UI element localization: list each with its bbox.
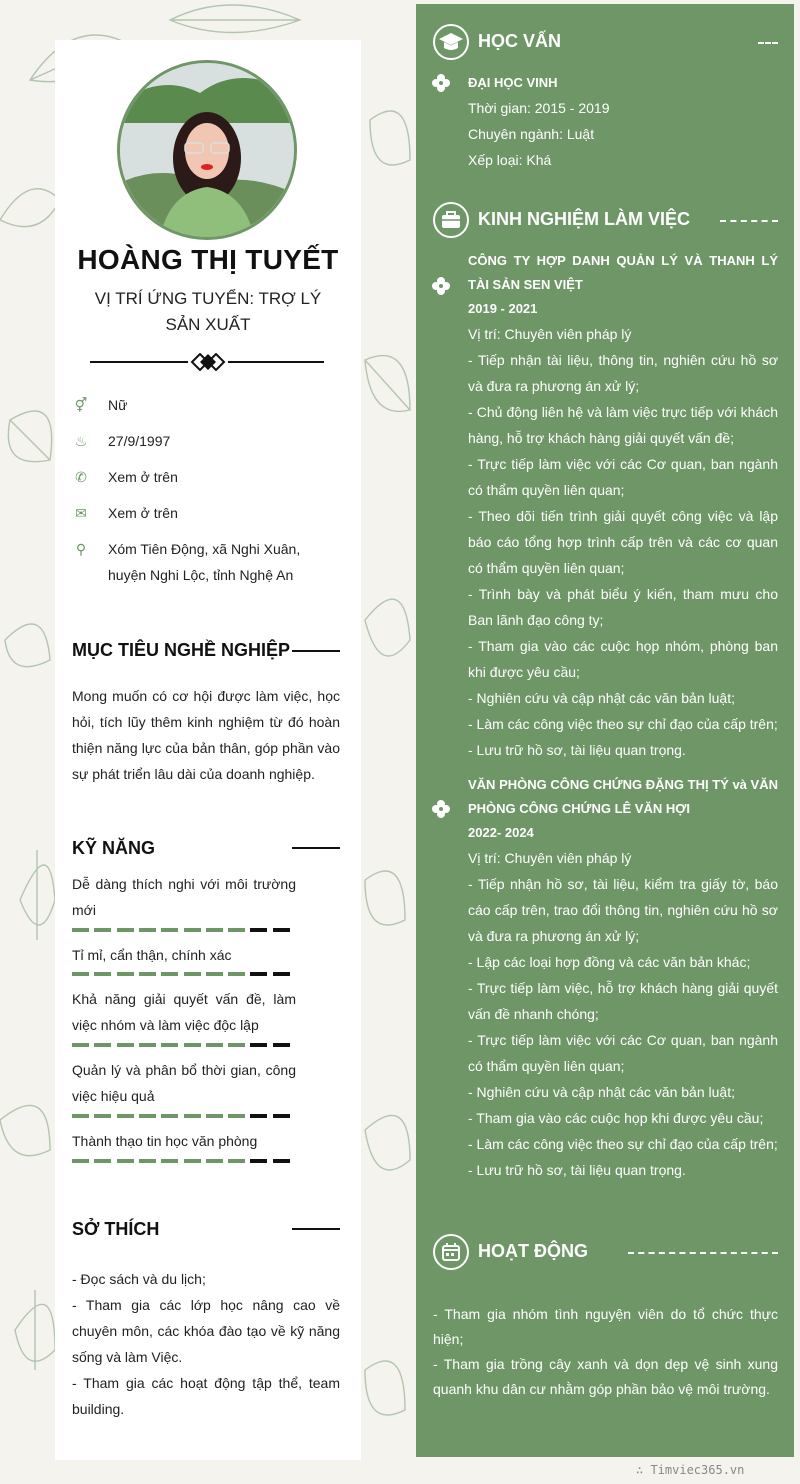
skill-bar-segment: [184, 972, 201, 976]
skill-bar-segment: [228, 928, 245, 932]
skill-bar-segment: [139, 1159, 156, 1163]
map-marker-icon: ⚲: [75, 541, 87, 557]
job-company: CÔNG TY HỢP DANH QUẢN LÝ VÀ THANH LÝ TÀI SẢN SEN VIỆT: [468, 253, 778, 292]
job-role: Vị trí: Chuyên viên pháp lý: [468, 850, 632, 866]
education-rank: Xếp loại: Khá: [468, 152, 552, 168]
skill-bar-segment: [139, 972, 156, 976]
job-entry: [468, 249, 778, 763]
briefcase-icon: [433, 202, 469, 238]
portrait-photo: [120, 63, 294, 237]
skill-bar-segment: [228, 1159, 245, 1163]
skill-bar-segment: [184, 1043, 201, 1047]
skill-bar-segment: [94, 928, 111, 932]
skill-bar-segment: [161, 1043, 178, 1047]
skill-bar-segment: [206, 1159, 223, 1163]
hobbies-rule: [292, 1228, 340, 1230]
job-duties: - Tiếp nhận tài liệu, thông tin, nghiên cứu hồ sơ và đưa ra phương án xử lý; - Chủ động liên hệ và làm việc trực tiếp với khách hàng, hỗ trợ khách hàng giải quyết vấn đề; - Trực tiếp làm việc với các Cơ quan, ban ngành có thẩm quyền liên quan; - Theo dõi tiến trình giải quyết công việc và lập báo cáo tổng hợp trình cấp trên và các cơ quan có thẩm quyền liên quan; - Trình bày và phát biểu ý kiến, tham mưu cho Ban lãnh đạo công ty; - Tham gia vào các cuộc họp nhóm, phòng ban khi được yêu cầu; - Nghiên cứu và cập nhật các văn bản luật; - Làm các công việc theo sự chỉ đạo của cấp trên; - Lưu trữ hồ sơ, tài liệu quan trọng.: [468, 352, 778, 758]
skill-bar-segment: [161, 928, 178, 932]
skill-bar-segment: [273, 928, 290, 932]
flower-bullet-icon: [432, 800, 450, 818]
skill-bar-segment: [94, 1114, 111, 1118]
position-line-2: SẢN XUẤT: [165, 315, 251, 334]
skill-bar-segment: [228, 1043, 245, 1047]
skill-bar-segment: [273, 1043, 290, 1047]
job-period: 2022- 2024: [468, 825, 534, 840]
activities-text: - Tham gia nhóm tình nguyện viên do tổ chức thực hiện; - Tham gia trồng cây xanh và dọn dẹp vệ sinh xung quanh khu dân cư nhằm góp phần bảo vệ môi trường.: [433, 1306, 778, 1397]
education-major: Chuyên ngành: Luật: [468, 126, 595, 142]
experience-dash: [720, 220, 778, 222]
skill-bar-segment: [206, 1043, 223, 1047]
address-line-1: Xóm Tiên Động, xã Nghi Xuân,: [108, 541, 301, 557]
objective-title: MỤC TIÊU NGHỀ NGHIỆP: [72, 640, 291, 660]
address-line-2: huyện Nghi Lộc, tỉnh Nghệ An: [108, 567, 294, 583]
skill-bar-segment: [72, 972, 89, 976]
education-title: HỌC VẤN: [478, 31, 562, 51]
job-duties: - Tiếp nhận hồ sơ, tài liệu, kiểm tra giấy tờ, báo cáo cấp trên, trao đổi thông tin, nghiên cứu hồ sơ và đưa ra phương án xử lý; - Lập các loại hợp đồng và các văn bản khác; - Trực tiếp làm việc, hỗ trợ khách hàng giải quyết vấn đề nhanh chóng; - Trực tiếp làm việc với các Cơ quan, ban ngành có thẩm quyền liên quan; - Nghiên cứu và cập nhật các văn bản luật; - Tham gia vào các cuộc họp khi được yêu cầu; - Làm các công việc theo sự chỉ đạo của cấp trên; - Lưu trữ hồ sơ, tài liệu quan trọng.: [468, 876, 778, 1178]
skill-bar-segment: [117, 1159, 134, 1163]
envelope-icon: ✉: [75, 505, 87, 521]
skill-bar-segment: [184, 1159, 201, 1163]
hobbies-text: - Đọc sách và du lịch; - Tham gia các lớp học nâng cao về chuyên môn, các khóa đào tạo về kỹ năng sống và làm Việc. - Tham gia các hoạt động tập thể, team building.: [72, 1271, 340, 1417]
applied-position: [90, 286, 326, 338]
skill-bar-segment: [117, 1114, 134, 1118]
flower-bullet-icon: [432, 74, 450, 92]
skill-bar-segment: [273, 1114, 290, 1118]
skill-item: [72, 1057, 296, 1109]
skill-item: [72, 986, 296, 1038]
skill-label: Quản lý và phân bổ thời gian, công việc hiệu quả: [72, 1062, 296, 1104]
skill-bar-segment: [250, 1114, 267, 1118]
skill-bar-segment: [72, 1159, 89, 1163]
skill-bar-segment: [161, 1159, 178, 1163]
job-entry: [468, 773, 778, 1183]
skill-bar-segment: [72, 1043, 89, 1047]
skill-bar-segment: [72, 928, 89, 932]
skill-bar-segment: [228, 972, 245, 976]
avatar: [117, 60, 297, 240]
activities-dash: [628, 1252, 778, 1254]
skill-bar-segment: [94, 1043, 111, 1047]
skill-bar-segment: [161, 1114, 178, 1118]
skill-bar-segment: [250, 1159, 267, 1163]
skill-label: Khả năng giải quyết vấn đề, làm việc nhóm và làm việc độc lập: [72, 991, 296, 1033]
skill-item: [72, 871, 296, 923]
skill-bar-segment: [139, 1043, 156, 1047]
experience-title: KINH NGHIỆM LÀM VIỆC: [478, 209, 691, 229]
candidate-name: HOÀNG THỊ TUYẾT: [77, 244, 339, 275]
gender-value: Nữ: [108, 397, 128, 413]
divider-right: [228, 361, 324, 363]
gender-icon: ⚥: [74, 397, 88, 413]
skill-bar-segment: [228, 1114, 245, 1118]
skill-bar-segment: [117, 972, 134, 976]
skill-bar-segment: [184, 1114, 201, 1118]
hobbies-title: SỞ THÍCH: [72, 1219, 160, 1239]
skill-bar-segment: [273, 972, 290, 976]
birthday-cake-icon: ♨: [74, 433, 88, 449]
skill-item: [72, 1128, 296, 1154]
skill-bar-segment: [206, 972, 223, 976]
calendar-icon: [433, 1234, 469, 1270]
skill-bar-segment: [250, 972, 267, 976]
phone-icon: ✆: [75, 469, 87, 485]
address-value: [108, 536, 338, 588]
job-role: Vị trí: Chuyên viên pháp lý: [468, 326, 632, 342]
flower-bullet-icon: [432, 277, 450, 295]
skill-bar-segment: [250, 1043, 267, 1047]
education-school: ĐẠI HỌC VINH: [468, 75, 558, 90]
skill-bar-segment: [94, 1159, 111, 1163]
job-company: VĂN PHÒNG CÔNG CHỨNG ĐẶNG THỊ TÝ và VĂN PHÒNG CÔNG CHỨNG LÊ VĂN HỢI: [468, 777, 778, 816]
skills-title: KỸ NĂNG: [72, 838, 156, 858]
skill-bar-segment: [117, 928, 134, 932]
diamond-divider-icon: [190, 353, 226, 371]
education-time: Thời gian: 2015 - 2019: [468, 100, 610, 116]
objective-text: Mong muốn có cơ hội được làm việc, học hỏi, tích lũy thêm kinh nghiệm từ đó hoàn thiện năng lực của bản thân, góp phần vào sự phát triển lâu dài của doanh nghiệp.: [72, 688, 340, 782]
skill-bar-segment: [72, 1114, 89, 1118]
divider-left: [90, 361, 188, 363]
skill-bar-segment: [184, 928, 201, 932]
education-block: [468, 71, 778, 173]
contact-address: [72, 536, 352, 592]
skill-label: Dễ dàng thích nghi với môi trường mới: [72, 876, 296, 918]
skill-bar-segment: [94, 972, 111, 976]
skill-bar-segment: [250, 928, 267, 932]
watermark: ∴ Timviec365.vn: [636, 1463, 745, 1477]
skill-item: [72, 942, 296, 968]
skill-bar-segment: [139, 928, 156, 932]
activities-title: HOẠT ĐỘNG: [478, 1241, 588, 1261]
education-dash: [758, 42, 778, 44]
skill-label: Thành thạo tin học văn phòng: [72, 1133, 258, 1149]
skill-bar-segment: [206, 1114, 223, 1118]
objective-rule: [292, 650, 340, 652]
job-period: 2019 - 2021: [468, 301, 538, 316]
skill-bar-segment: [139, 1114, 156, 1118]
skill-bar-segment: [161, 972, 178, 976]
skill-bar-segment: [273, 1159, 290, 1163]
skill-bar-segment: [117, 1043, 134, 1047]
graduation-cap-icon: [433, 24, 469, 60]
skill-label: Tỉ mỉ, cẩn thận, chính xác: [72, 947, 232, 963]
skills-rule: [292, 847, 340, 849]
phone-value: Xem ở trên: [108, 469, 178, 485]
email-value: Xem ở trên: [108, 505, 178, 521]
position-line-1: VỊ TRÍ ỨNG TUYỂN: TRỢ LÝ: [94, 289, 322, 308]
birthday-value: 27/9/1997: [108, 433, 171, 449]
skill-bar-segment: [206, 928, 223, 932]
